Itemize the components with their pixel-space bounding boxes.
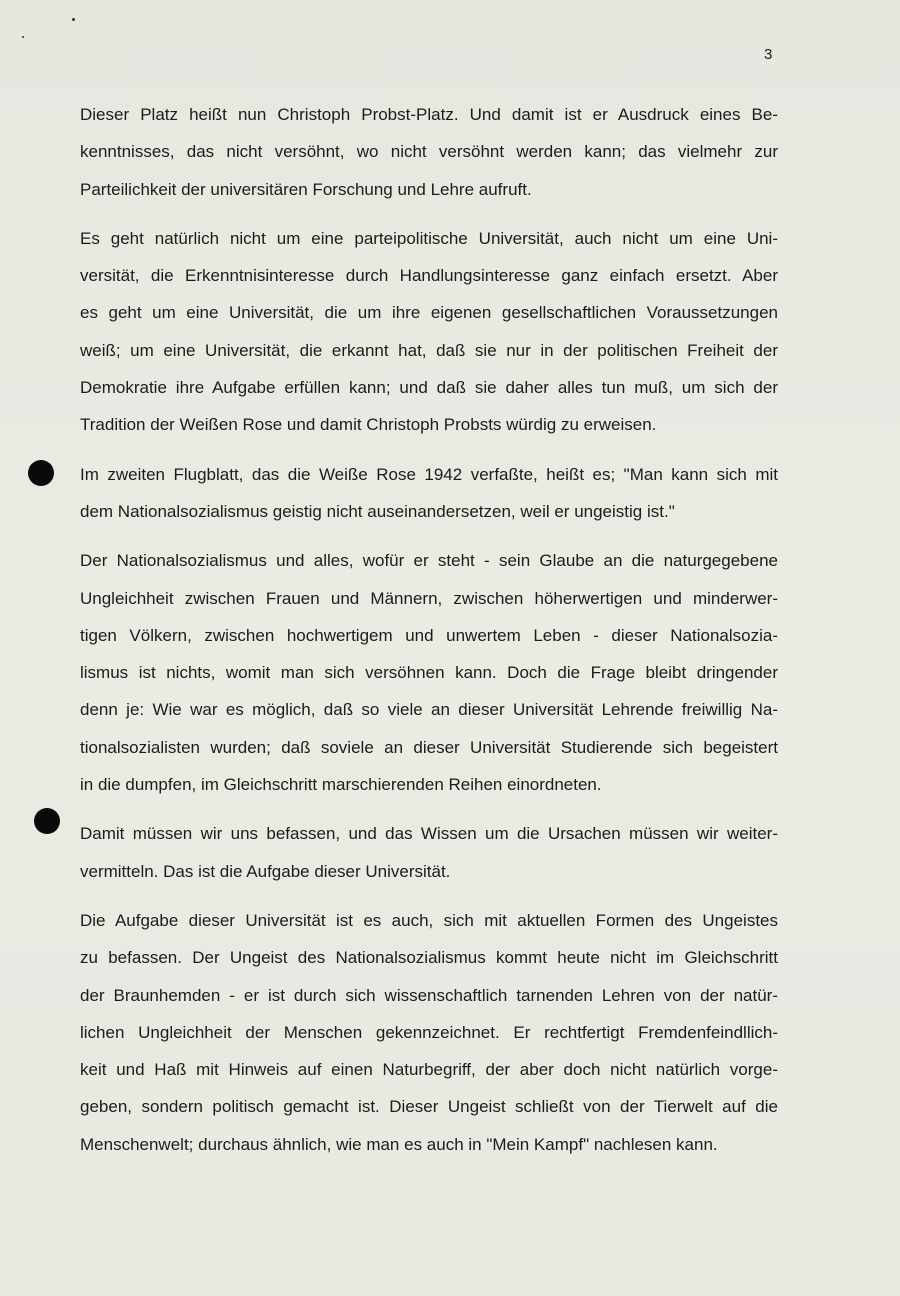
scan-speck [72, 18, 75, 21]
page-number: 3 [764, 46, 773, 63]
text-line: zu befassen. Der Ungeist des Nationalsozialismus kommt heute nicht im Gleichschritt [80, 948, 778, 968]
text-line: geben, sondern politisch gemacht ist. Dieser Ungeist schließt von der Tierwelt auf die [80, 1097, 778, 1117]
text-line: Tradition der Weißen Rose und damit Christoph Probsts würdig zu erweisen. [80, 415, 657, 435]
paragraph-5 [80, 815, 778, 890]
text-line: vermitteln. Das ist die Aufgabe dieser Universität. [80, 861, 451, 881]
paragraph-4 [80, 542, 778, 803]
punch-hole-dot [34, 808, 60, 834]
text-line: Ungleichheit zwischen Frauen und Männern, zwischen höherwertigen und minderwer- [80, 588, 778, 608]
paragraph-2 [80, 220, 778, 444]
body-text [80, 96, 778, 1175]
text-line: lismus ist nichts, womit man sich versöhnen kann. Doch die Frage bleibt dringender [80, 663, 778, 683]
text-line: in die dumpfen, im Gleichschritt marschierenden Reihen einordneten. [80, 775, 602, 795]
text-line: weiß; um eine Universität, die erkannt hat, daß sie nur in der politischen Freiheit der [80, 340, 778, 360]
text-line: Damit müssen wir uns befassen, und das Wissen um die Ursachen müssen wir weiter- [80, 824, 778, 844]
scan-speck [22, 36, 24, 38]
text-line: tigen Völkern, zwischen hochwertigem und unwertem Leben - dieser Nationalsozia- [80, 625, 778, 645]
text-line: Menschenwelt; durchaus ähnlich, wie man es auch in "Mein Kampf" nachlesen kann. [80, 1134, 718, 1154]
text-line: Parteilichkeit der universitären Forschung und Lehre aufruft. [80, 179, 532, 199]
paragraph-1 [80, 96, 778, 208]
text-line: lichen Ungleichheit der Menschen gekennzeichnet. Er rechtfertigt Fremdenfeindllich- [80, 1022, 778, 1042]
text-line: kenntnisses, das nicht versöhnt, wo nicht versöhnt werden kann; das vielmehr zur [80, 142, 778, 162]
text-line: versität, die Erkenntnisinteresse durch Handlungsinteresse ganz einfach ersetzt. Aber [80, 266, 778, 286]
text-line: Dieser Platz heißt nun Christoph Probst-Platz. Und damit ist er Ausdruck eines Be- [80, 105, 778, 124]
text-line: denn je: Wie war es möglich, daß so viele an dieser Universität Lehrende freiwillig Na- [80, 700, 778, 720]
text-line: Die Aufgabe dieser Universität ist es auch, sich mit aktuellen Formen des Ungeistes [80, 910, 778, 930]
text-line: Im zweiten Flugblatt, das die Weiße Rose 1942 verfaßte, heißt es; "Man kann sich mit [80, 464, 778, 484]
text-line: Der Nationalsozialismus und alles, wofür er steht - sein Glaube an die naturgegebene [80, 551, 778, 571]
text-line: tionalsozialisten wurden; daß soviele an dieser Universität Studierende sich begeistert [80, 737, 778, 757]
text-line: keit und Haß mit Hinweis auf einen Naturbegriff, der aber doch nicht natürlich vorge- [80, 1060, 778, 1080]
text-line: Demokratie ihre Aufgabe erfüllen kann; und daß sie daher alles tun muß, um sich der [80, 378, 778, 398]
text-line: Es geht natürlich nicht um eine parteipolitische Universität, auch nicht um eine Uni- [80, 228, 778, 248]
text-line: es geht um eine Universität, die um ihre eigenen gesellschaftlichen Voraussetzungen [80, 303, 778, 323]
punch-hole-dot [28, 460, 54, 486]
text-line: dem Nationalsozialismus geistig nicht auseinandersetzen, weil er ungeistig ist." [80, 501, 675, 521]
paragraph-3 [80, 456, 778, 531]
text-line: der Braunhemden - er ist durch sich wissenschaftlich tarnenden Lehren von der natür- [80, 985, 778, 1005]
paragraph-6 [80, 902, 778, 1163]
